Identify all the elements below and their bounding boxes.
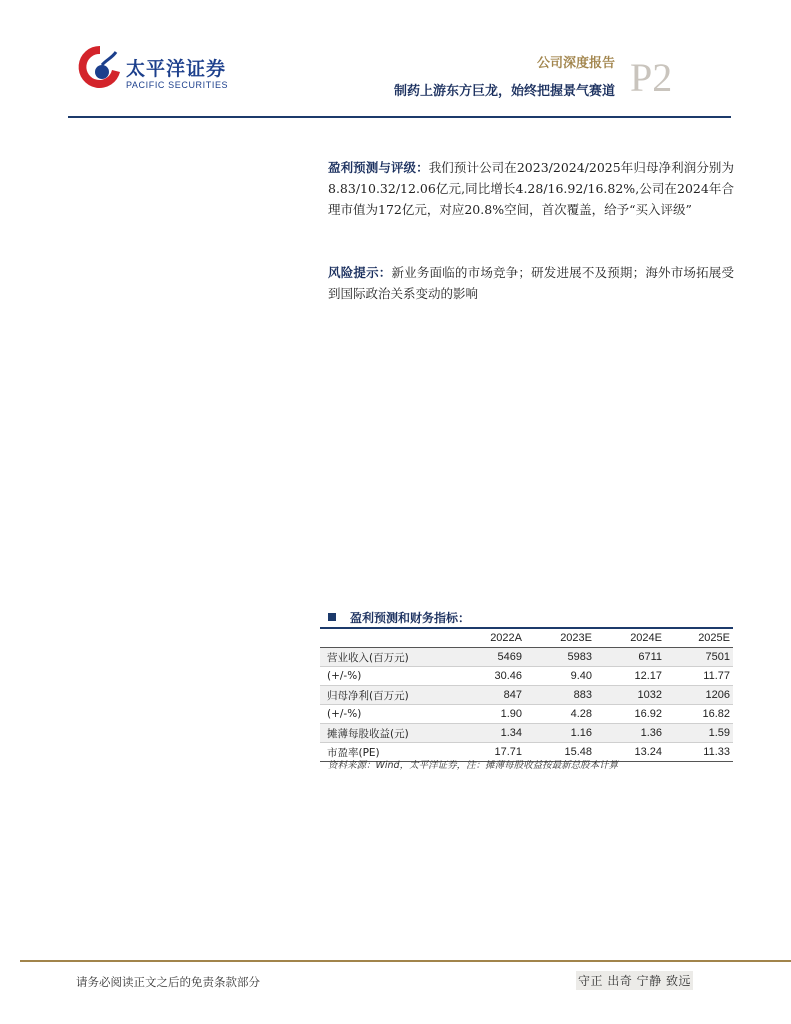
table-cell: 847: [503, 689, 522, 701]
table-title: 盈利预测和财务指标：: [328, 609, 470, 626]
square-bullet-icon: [328, 613, 336, 621]
row-label: (+/-%): [327, 670, 362, 682]
table-cell: 4.28: [570, 708, 592, 720]
table-cell: 1.36: [640, 727, 662, 739]
table-cell: 7501: [705, 651, 730, 663]
table-row: [320, 648, 733, 667]
table-cell: 5983: [567, 651, 592, 663]
financial-forecast-table: [320, 627, 733, 762]
logo-company-name-en: PACIFIC SECURITIES: [126, 80, 229, 90]
table-cell: 5469: [497, 651, 522, 663]
table-row: [320, 724, 733, 743]
risk-warning-paragraph: [328, 262, 734, 304]
risk-warning-label: 风险提示：: [328, 265, 392, 280]
table-cell: 9.40: [570, 670, 592, 682]
company-motto: 守正 出奇 宁静 致远: [576, 971, 693, 990]
table-cell: 1.34: [500, 727, 522, 739]
report-type-label: 公司深度报告: [536, 56, 615, 71]
row-label: 营业收入(百万元): [327, 651, 409, 664]
table-cell: 1032: [637, 689, 662, 701]
table-row: [320, 686, 733, 705]
row-label: (+/-%): [327, 708, 362, 720]
table-cell: 12.17: [634, 670, 662, 682]
header-divider: [68, 116, 731, 118]
table-cell: 6711: [638, 651, 662, 663]
table-cell: 11.77: [703, 670, 730, 682]
table-cell: 1206: [705, 689, 730, 701]
table-cell: 11.33: [703, 746, 730, 758]
table-cell: 16.82: [702, 708, 730, 720]
row-label: 市盈率(PE): [327, 746, 380, 759]
profit-forecast-text: 我们预计公司在2023/2024/2025年归母净利润分别为8.83/10.32/12.06亿元,同比增长4.28/16.92/16.82%,公司在2024年合理市值为172亿元，对应20.8%空间，首次覆盖，给予“买入评级”: [328, 160, 734, 217]
table-header-row: [320, 629, 733, 648]
table-cell: 1.90: [500, 708, 522, 720]
table-header-cell: 2025E: [698, 632, 730, 644]
table-cell: 15.48: [564, 746, 592, 758]
logo-company-name: 太平洋证券: [126, 58, 227, 80]
table-row: [320, 667, 733, 686]
company-logo: [76, 42, 236, 92]
table-row: [320, 705, 733, 724]
profit-forecast-paragraph: [328, 157, 734, 220]
risk-warning-text: 新业务面临的市场竞争；研发进展不及预期；海外市场拓展受到国际政治关系变动的影响: [328, 265, 734, 301]
table-cell: 1.59: [708, 727, 730, 739]
profit-forecast-label: 盈利预测与评级：: [328, 160, 429, 175]
page-number: P2: [630, 55, 673, 100]
table-cell: 16.92: [634, 708, 662, 720]
table-cell: 1.16: [570, 727, 592, 739]
table-cell: 13.24: [634, 746, 662, 758]
disclaimer-notice: 请务必阅读正文之后的免责条款部分: [76, 975, 260, 989]
table-header-cell: 2022A: [490, 632, 522, 644]
table-header-cell: 2024E: [630, 632, 662, 644]
logo-mark-icon: [76, 42, 124, 92]
table-header-cell: 2023E: [560, 632, 592, 644]
table-source-note: 资料来源：Wind，太平洋证券，注：摊薄每股收益按最新总股本计算: [328, 760, 619, 771]
table-cell: 30.46: [494, 670, 522, 682]
row-label: 摊薄每股收益(元): [327, 727, 409, 740]
row-label: 归母净利(百万元): [327, 689, 409, 702]
footer-divider: [20, 960, 791, 962]
table-cell: 883: [573, 689, 592, 701]
report-title: 制药上游东方巨龙，始终把握景气赛道: [393, 84, 615, 99]
table-cell: 17.71: [494, 746, 522, 758]
